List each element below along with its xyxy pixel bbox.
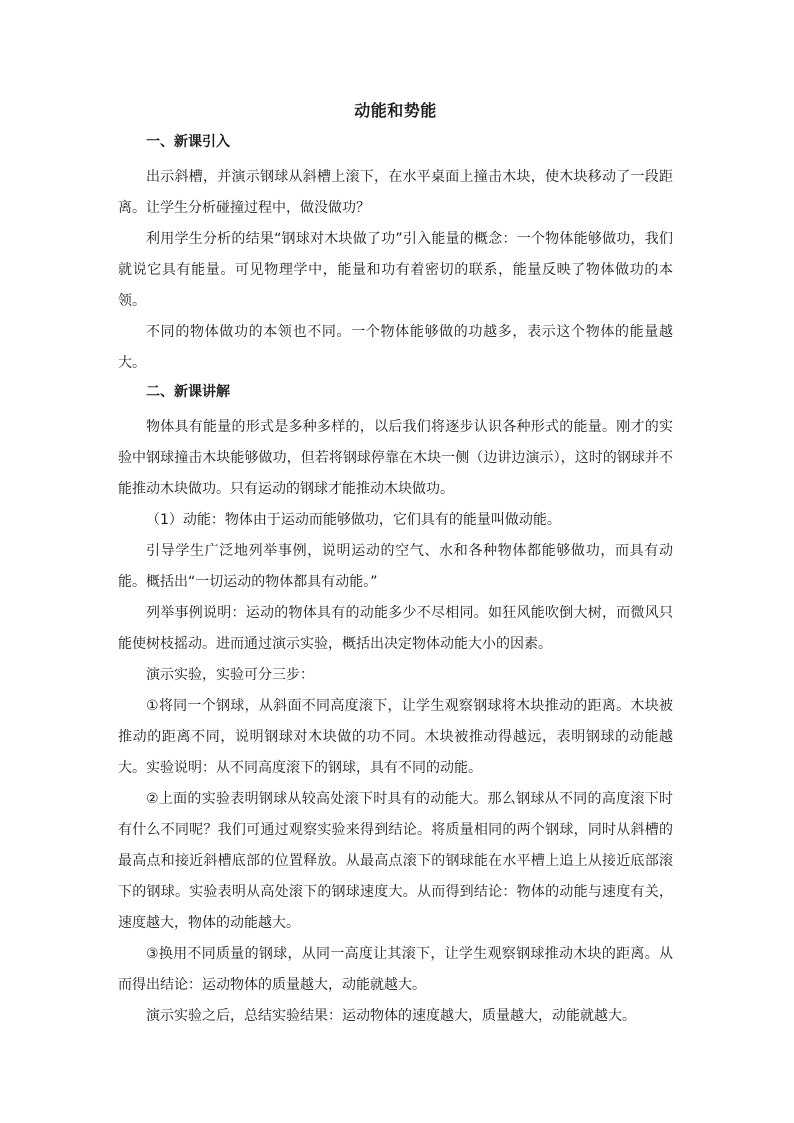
document-body	[118, 100, 673, 1032]
paragraph: 演示实验，实验可分三步：	[146, 667, 314, 683]
paragraph: 演示实验之后，总结实验结果：运动物体的速度越大，质量越大，动能就越大。	[146, 1008, 636, 1024]
paragraph: （1）动能：物体由于运动而能够做功，它们具有的能量叫做动能。	[146, 512, 561, 528]
paragraph: 物体具有能量的形式是多种多样的，以后我们将逐步认识各种形式的能量。刚才的实验中钢球撞击木块能够做功，但若将钢球停靠在木块一侧（边讲边演示），这时的钢球并不能推动木块做功。只有运动的钢球才能推动木块做功。	[118, 419, 673, 497]
paragraph: 出示斜槽，并演示钢球从斜槽上滚下，在水平桌面上撞击木块，使木块移动了一段距离。让学生分析碰撞过程中，做没做功？	[118, 169, 673, 216]
paragraph: 引导学生广泛地列举事例，说明运动的空气、水和各种物体都能够做功，而具有动能。概括出“一切运动的物体都具有动能。”	[118, 543, 673, 590]
paragraph: ②上面的实验表明钢球从较高处滚下时具有的动能大。那么钢球从不同的高度滚下时有什么不同呢？我们可通过观察实验来得到结论。将质量相同的两个钢球，同时从斜槽的最高点和接近斜槽底部的位置释放。从最高点滚下的钢球能在水平槽上追上从接近底部滚下的钢球。实验表明从高处滚下的钢球速度大。从而得到结论：物体的动能与速度有关，速度越大，物体的动能越大。	[118, 791, 673, 931]
paragraph: 利用学生分析的结果“钢球对木块做了功”引入能量的概念：一个物体能够做功，我们就说它具有能量。可见物理学中，能量和功有着密切的联系，能量反映了物体做功的本领。	[118, 231, 673, 309]
paragraph: 不同的物体做功的本领也不同。一个物体能够做的功越多，表示这个物体的能量越大。	[118, 324, 673, 371]
page-title: 动能和势能	[354, 101, 437, 120]
section-heading-lecture: 二、新课讲解	[146, 384, 230, 400]
paragraph: 列举事例说明：运动的物体具有的动能多少不尽相同。如狂风能吹倒大树，而微风只能使树枝摇动。进而通过演示实验，概括出决定物体动能大小的因素。	[118, 605, 673, 652]
paragraph: ①将同一个钢球，从斜面不同高度滚下，让学生观察钢球将木块推动的距离。木块被推动的距离不同，说明钢球对木块做的功不同。木块被推动得越远，表明钢球的动能越大。实验说明：从不同高度滚下的钢球，具有不同的动能。	[118, 698, 673, 776]
paragraph: ③换用不同质量的钢球，从同一高度让其滚下，让学生观察钢球推动木块的距离。从而得出结论：运动物体的质量越大，动能就越大。	[118, 946, 673, 993]
section-heading-intro: 一、新课引入	[146, 134, 230, 150]
